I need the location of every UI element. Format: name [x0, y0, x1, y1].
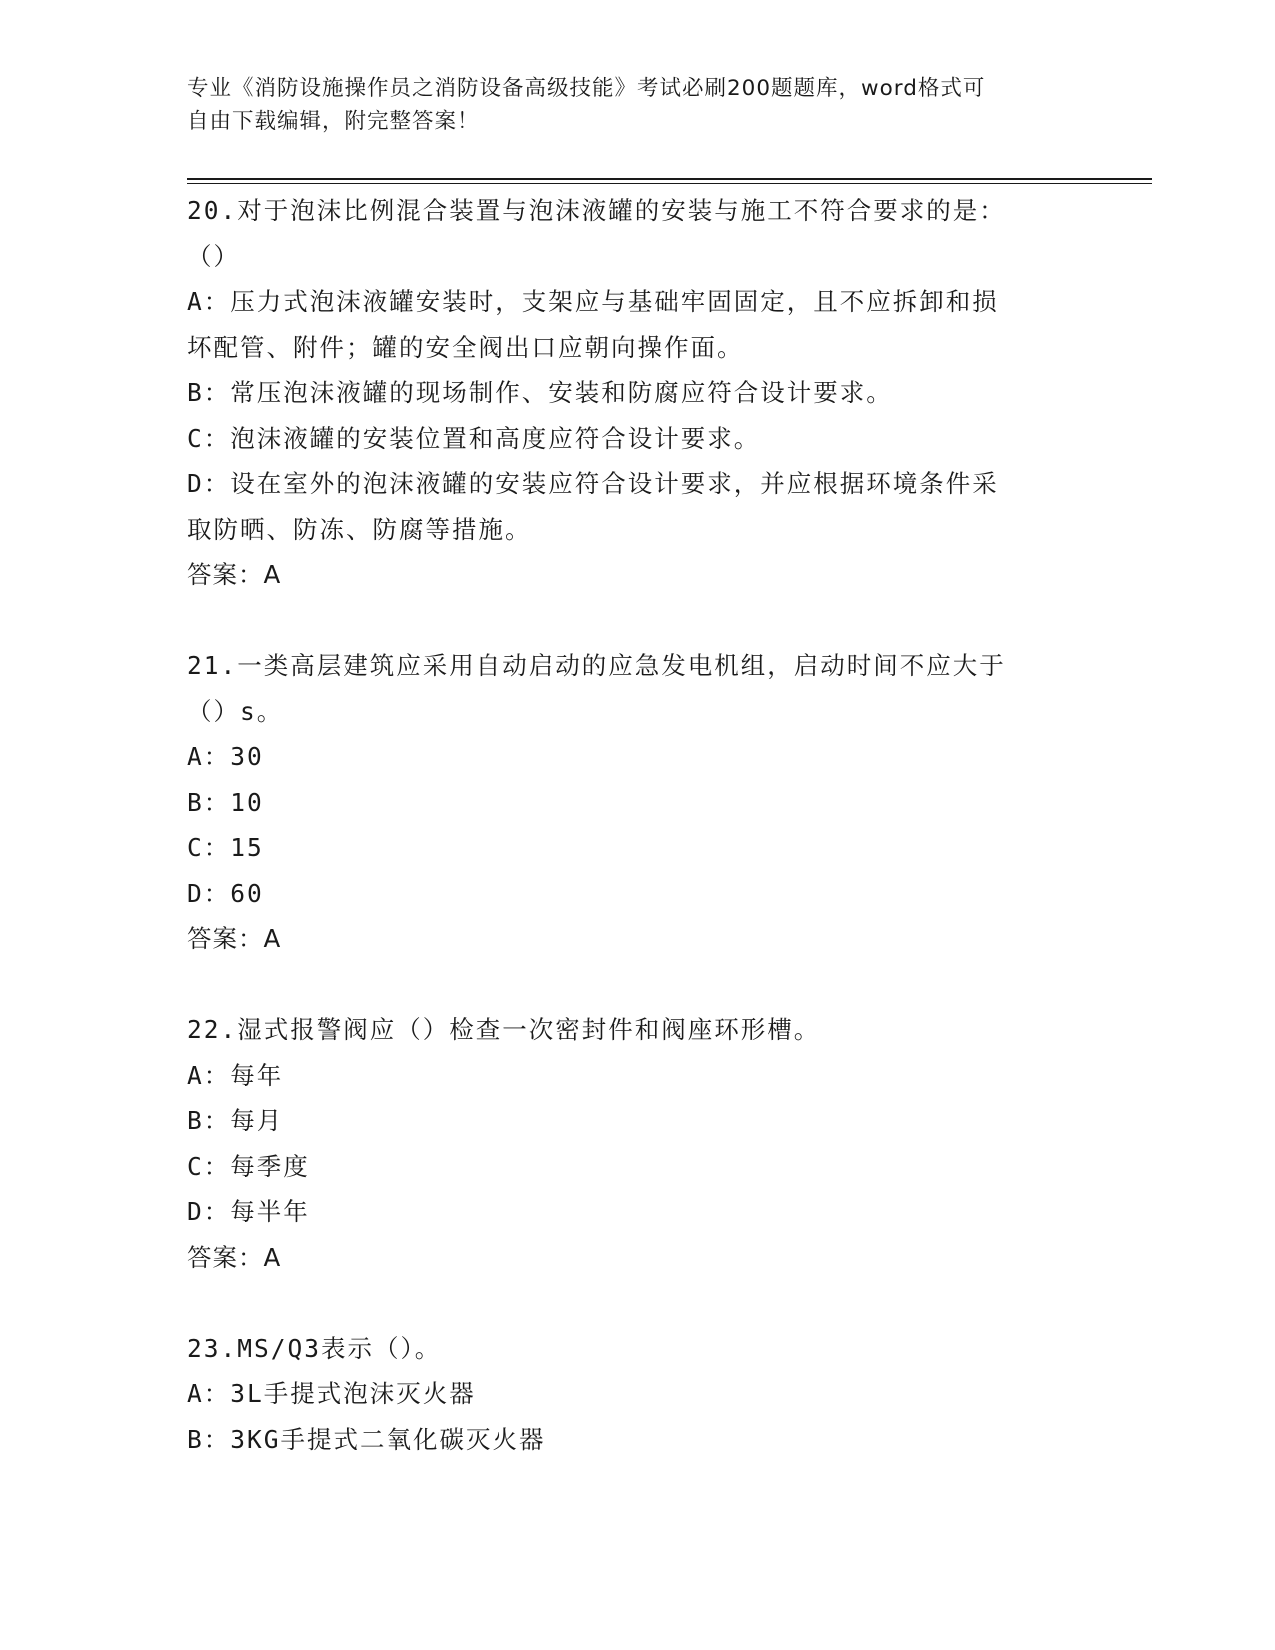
option-a: A：每年 — [187, 1060, 284, 1090]
option-a: A：3L手提式泡沫灭火器 — [187, 1379, 476, 1408]
option-a: A：压力式泡沫液罐安装时，支架应与基础牢固固定，且不应拆卸和损 — [187, 287, 999, 316]
option-b: B：每月 — [187, 1106, 284, 1135]
question-23 — [187, 1326, 1087, 1463]
question-stem-continued: （）s。 — [187, 696, 284, 726]
header-divider-thick — [187, 178, 1152, 180]
answer-label: 答案：A — [187, 924, 282, 953]
option-c: C：每季度 — [187, 1151, 310, 1181]
header-divider-thin — [187, 183, 1152, 184]
option-d: D：设在室外的泡沫液罐的安装应符合设计要求，并应根据环境条件采 — [187, 469, 999, 498]
question-20 — [187, 188, 1087, 598]
question-21 — [187, 643, 1087, 962]
answer-label: 答案：A — [187, 1242, 282, 1272]
question-stem: 22.湿式报警阀应（）检查一次密封件和阀座环形槽。 — [187, 1015, 821, 1044]
option-d: D：每半年 — [187, 1197, 310, 1226]
question-list — [187, 188, 1087, 1508]
option-d-continued: 取防晒、防冻、防腐等措施。 — [187, 514, 532, 544]
option-d: D：60 — [187, 878, 264, 908]
document-header — [187, 72, 1077, 138]
header-line-2: 自由下载编辑，附完整答案！ — [187, 109, 480, 134]
option-b: B：常压泡沫液罐的现场制作、安装和防腐应符合设计要求。 — [187, 378, 893, 407]
question-stem: 23.MS/Q3表示（）。 — [187, 1333, 442, 1363]
option-b: B：10 — [187, 787, 264, 817]
header-line-1: 专业《消防设施操作员之消防设备高级技能》考试必刷200题题库，word格式可 — [187, 76, 986, 101]
option-c: C：15 — [187, 833, 264, 862]
option-a: A：30 — [187, 742, 264, 771]
question-stem-continued: （） — [187, 241, 240, 271]
option-b: B：3KG手提式二氧化碳灭火器 — [187, 1424, 546, 1454]
question-22 — [187, 1007, 1087, 1280]
option-c: C：泡沫液罐的安装位置和高度应符合设计要求。 — [187, 423, 761, 453]
question-stem: 20.对于泡沫比例混合装置与泡沫液罐的安装与施工不符合要求的是： — [187, 196, 1006, 225]
answer-label: 答案：A — [187, 560, 282, 589]
question-stem: 21.一类高层建筑应采用自动启动的应急发电机组，启动时间不应大于 — [187, 651, 1006, 680]
option-a-continued: 坏配管、附件；罐的安全阀出口应朝向操作面。 — [187, 332, 744, 362]
